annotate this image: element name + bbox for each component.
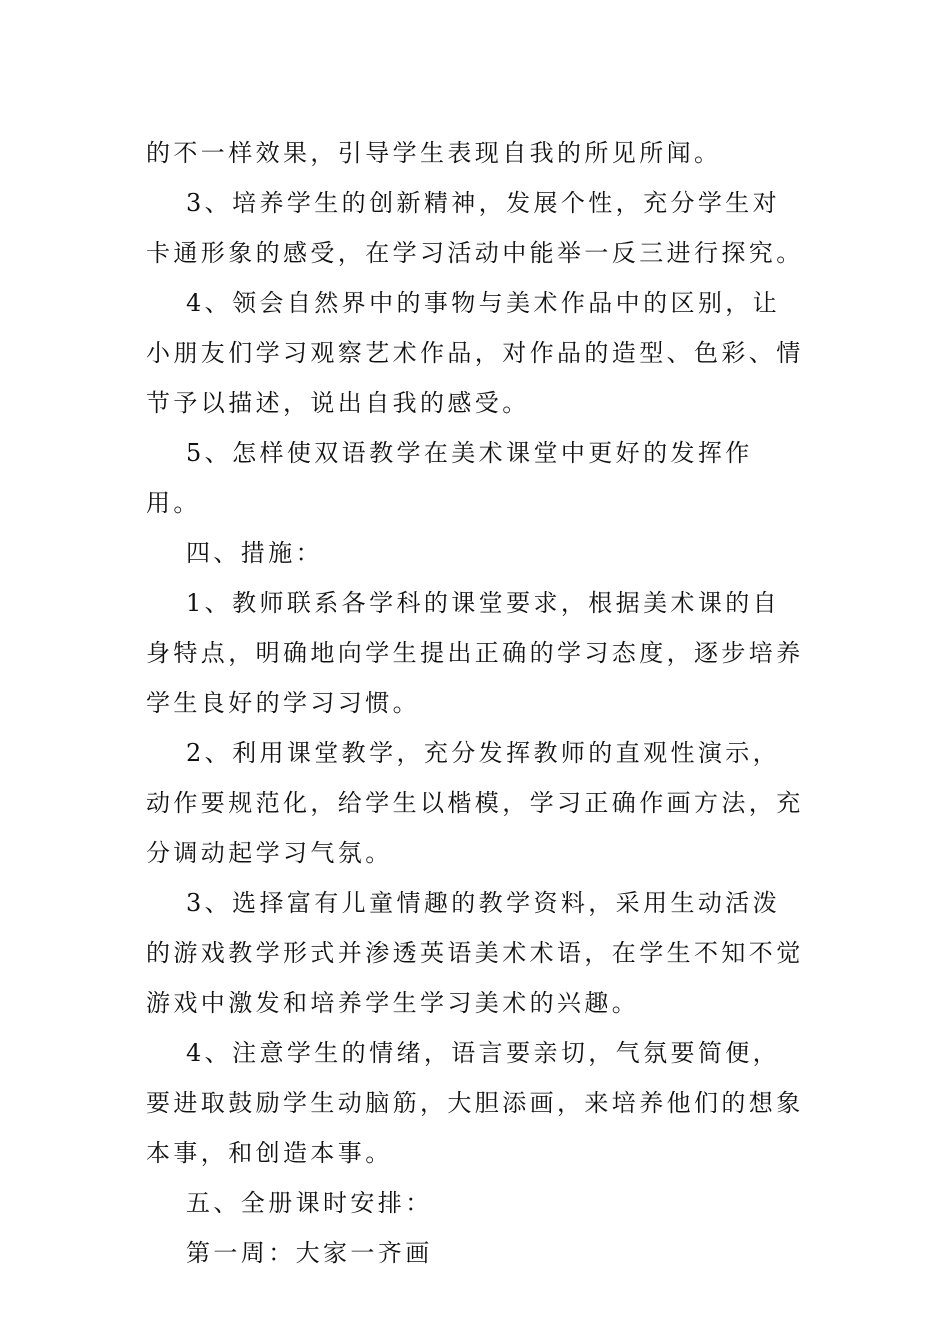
schedule-week-1: 第一周：大家一齐画 [186, 1239, 433, 1267]
paragraph-item-3-innovation: 3、培养学生的创新精神，发展个性，充分学生对卡通形象的感受，在学习活动中能举一反三进行探究。 [146, 189, 804, 267]
paragraph-continuation: 的不一样效果，引导学生表现自我的所见所闻。 [146, 139, 722, 167]
paragraph-measure-1: 1、教师联系各学科的课堂要求，根据美术课的自身特点，明确地向学生提出正确的学习态度，逐步培养学生良好的学习习惯。 [146, 589, 804, 717]
section-heading-schedule: 五、全册课时安排： [186, 1189, 433, 1217]
paragraph-measure-3: 3、选择富有儿童情趣的教学资料，采用生动活泼的游戏教学形式并渗透英语美术术语，在学生不知不觉游戏中激发和培养学生学习美术的兴趣。 [146, 889, 804, 1017]
paragraph-measure-4: 4、注意学生的情绪，语言要亲切，气氛要简便，要进取鼓励学生动脑筋，大胆添画，来培养他们的想象本事，和创造本事。 [146, 1039, 804, 1167]
paragraph-item-4-nature-vs-art: 4、领会自然界中的事物与美术作品中的区别，让小朋友们学习观察艺术作品，对作品的造型、色彩、情节予以描述，说出自我的感受。 [146, 289, 804, 417]
paragraph-measure-2: 2、利用课堂教学，充分发挥教师的直观性演示，动作要规范化，给学生以楷模，学习正确作画方法，充分调动起学习气氛。 [146, 739, 804, 867]
document-body [146, 128, 806, 1278]
section-heading-measures: 四、措施： [186, 539, 323, 567]
paragraph-item-5-bilingual: 5、怎样使双语教学在美术课堂中更好的发挥作用。 [146, 439, 753, 517]
